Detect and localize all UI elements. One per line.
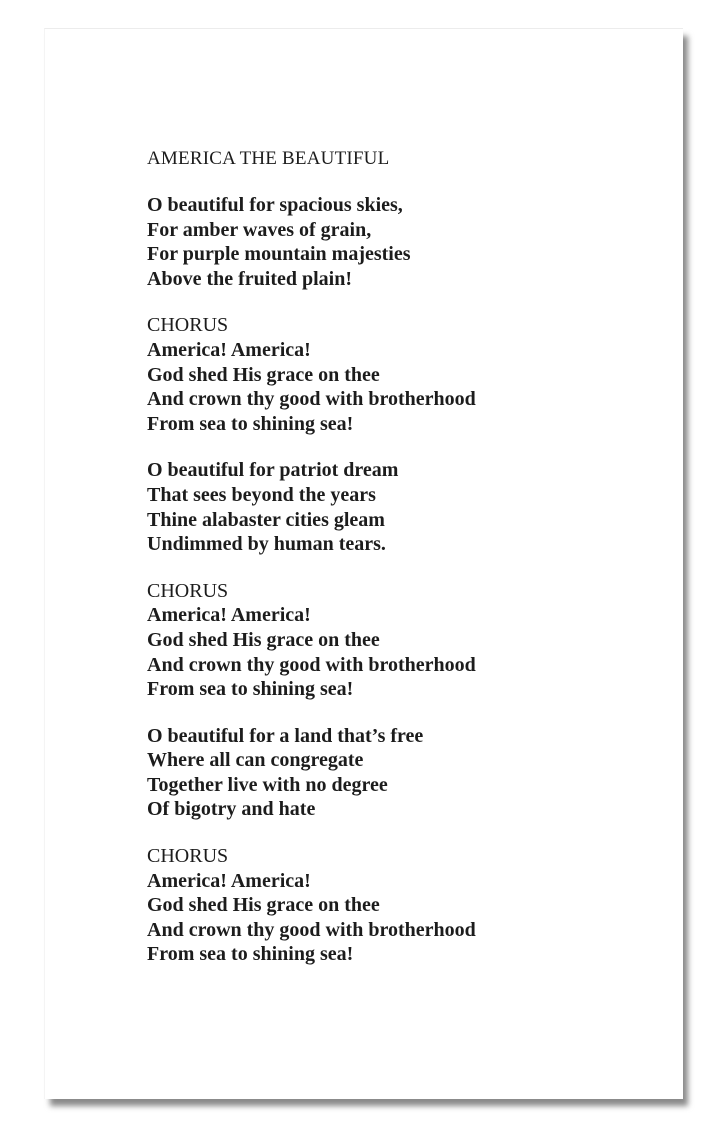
chorus-line: America! America!	[147, 869, 311, 892]
chorus-heading: CHORUS	[147, 579, 229, 602]
chorus-line: From sea to shining sea!	[147, 412, 354, 435]
chorus-heading: CHORUS	[147, 845, 229, 868]
verse-line: Where all can congregate	[147, 749, 364, 772]
chorus-line: From sea to shining sea!	[147, 943, 354, 966]
chorus-line: God shed His grace on thee	[147, 894, 380, 917]
verse-line: O beautiful for a land that’s free	[147, 724, 424, 747]
verse-line: Undimmed by human tears.	[147, 533, 386, 556]
chorus-line: God shed His grace on thee	[147, 363, 380, 386]
song-title: AMERICA THE BEAUTIFUL	[147, 148, 390, 169]
chorus-line: America! America!	[147, 338, 311, 361]
verse-1	[147, 193, 667, 291]
verse-3	[147, 724, 667, 822]
verse-line: For purple mountain majesties	[147, 243, 411, 266]
chorus-line: And crown thy good with brotherhood	[147, 388, 476, 411]
lyrics-content	[147, 147, 667, 989]
chorus-2	[147, 579, 667, 702]
verse-line: Of bigotry and hate	[147, 798, 316, 821]
verse-line: For amber waves of grain,	[147, 218, 372, 241]
chorus-heading: CHORUS	[147, 314, 229, 337]
chorus-line: God shed His grace on thee	[147, 628, 380, 651]
chorus-1	[147, 313, 667, 436]
chorus-line: And crown thy good with brotherhood	[147, 918, 476, 941]
verse-2	[147, 458, 667, 556]
chorus-line: And crown thy good with brotherhood	[147, 653, 476, 676]
chorus-line: America! America!	[147, 604, 311, 627]
chorus-line: From sea to shining sea!	[147, 678, 354, 701]
verse-line: Above the fruited plain!	[147, 267, 352, 290]
verse-line: O beautiful for spacious skies,	[147, 194, 403, 216]
document-page	[44, 28, 683, 1099]
verse-line: Together live with no degree	[147, 773, 388, 796]
verse-line: Thine alabaster cities gleam	[147, 508, 385, 531]
verse-line: O beautiful for patriot dream	[147, 459, 399, 482]
verse-line: That sees beyond the years	[147, 483, 376, 506]
chorus-3	[147, 844, 667, 967]
